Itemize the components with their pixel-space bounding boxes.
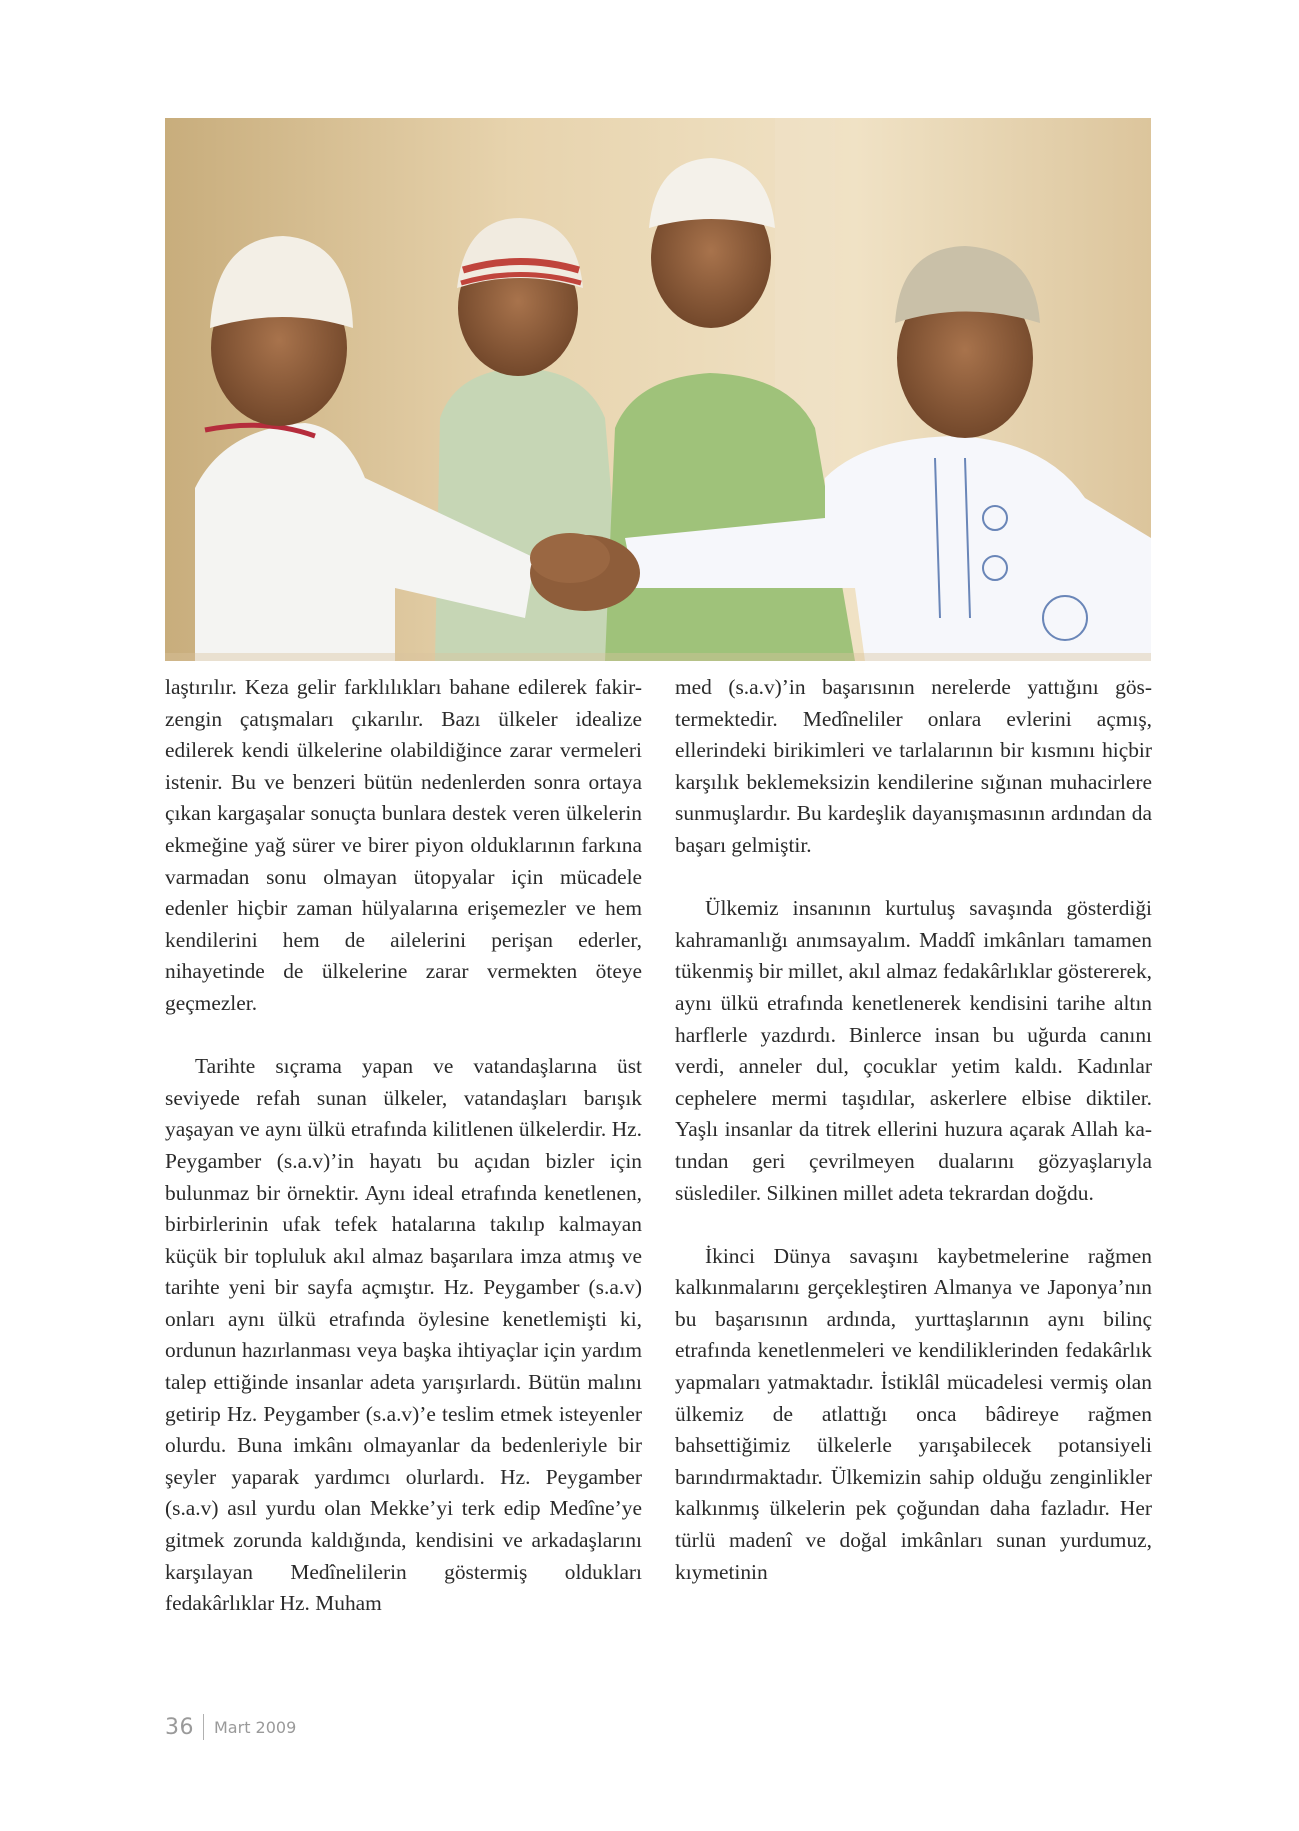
issue-date: Mart 2009 <box>214 1717 297 1737</box>
right-text-column <box>675 672 1152 1588</box>
paragraph: med (s.a.v)’in başarısının nerelerde yattığını göstermektedir. Medîneliler onlara evlerini açmış, ellerindeki birikimleri ve tarlalarının bir kısmını hiçbir karşılık beklemeksizin kendilerine sığınan muhacirlere sunmuşlardır. Bu kardeşlik dayanışmasının ardından da başarı gelmiştir. <box>675 675 1152 857</box>
left-text-column <box>165 672 642 1620</box>
page-footer <box>165 1714 296 1740</box>
children-photo <box>165 118 1151 661</box>
paragraph: İkinci Dünya savaşını kaybetmelerine rağmen kalkınmalarını gerçekleştiren Almanya ve Japonya’nın bu başarısının ardında, yurttaşlarının aynı bilinç etrafında kenetlenmeleri ve kendiliklerinden fedakârlık yapmaları yatmaktadır. İstiklâl mücadelesi vermiş olan ülkemiz de atlattığı onca bâdireye rağmen bahsettiğimiz ülkelerle yarışabilecek potansiyeli barındırmaktadır. Ülkemizin sahip olduğu zenginlikler kalkınmış ülkelerin pek çoğundan daha fazladır. Her türlü madenî ve doğal imkânları sunan yurdumuz, kıymetinin <box>675 1243 1152 1584</box>
paragraph: Ülkemiz insanının kurtuluş savaşında gösterdiği kahramanlığı anımsayalım. Maddî imkânları tamamen tükenmiş bir millet, akıl almaz fedakârlıklar göstererek, aynı ülkü etrafında kenetlenerek kendisini tarihe altın harflerle yazdırdı. Binlerce insan bu uğurda canını verdi, anneler dul, çocuklar yetim kaldı. Kadınlar cephelere mermi taşıdılar, askerlere elbise diktiler. Yaşlı insanlar da titrek ellerini huzura açarak Allah katından geri çevrilmeyen dualarını gözyaşlarıyla süslediler. Silkinen millet adeta tekrardan doğdu. <box>675 896 1152 1205</box>
page-number: 36 <box>165 1714 194 1740</box>
footer-divider <box>203 1714 204 1740</box>
paragraph: Tarihte sıçrama yapan ve vatandaşlarına üst seviyede refah sunan ülkeler, vatandaşları barışık yaşayan ve aynı ülkü etrafında kilitlenen ülkelerdir. Hz. Peygamber (s.a.v)’in hayatı bu açıdan bizler için bulunmaz bir örnektir. Aynı ideal etrafında kenetlenen, birbirlerinin ufak tefek hatalarına takılıp kalmayan küçük bir topluluk akıl almaz başarılara imza atmış ve tarihte yeni bir sayfa açmıştır. Hz. Peygamber (s.a.v) onları aynı ülkü etrafında öylesine kenetlemişti ki, ordunun hazırlanması veya başka ihtiyaçlar için yardım talep ettiğinde insanlar adeta yarışırlardı. Bütün malını getirip Hz. Peygamber (s.a.v)’e teslim etmek isteyenler olurdu. Buna imkânı olmayanlar da bedenleriyle bir şeyler yaparak yardımcı olurlardı. Hz. Peygamber (s.a.v) asıl yurdu olan Mekke’yi terk edip Medîne’ye gitmek zorunda kaldığında, kendisini ve arkadaşlarını karşılayan Medînelilerin göstermiş oldukları fedakârlıklar Hz. Muham <box>165 1054 642 1616</box>
paragraph: laştırılır. Keza gelir farklılıkları bahane edilerek fakir-zengin çatışmaları çıkarılır. Bazı ülkeler idealize edilerek kendi ülkelerine olabildiğince zarar vermeleri istenir. Bu ve benzeri bütün nedenlerden sonra ortaya çıkan kargaşalar sonuçta bunlara destek veren ülkelerin ekmeğine yağ sürer ve birer piyon olduklarının farkına varmadan sonu olmayan ütopyalar için mücadele edenler hiçbir zaman hülyalarına erişemezler ve hem kendilerini hem de ailelerini perişan ederler, nihayetinde de ülkelerine zarar vermekten öteye geçmezler. <box>165 675 642 1015</box>
